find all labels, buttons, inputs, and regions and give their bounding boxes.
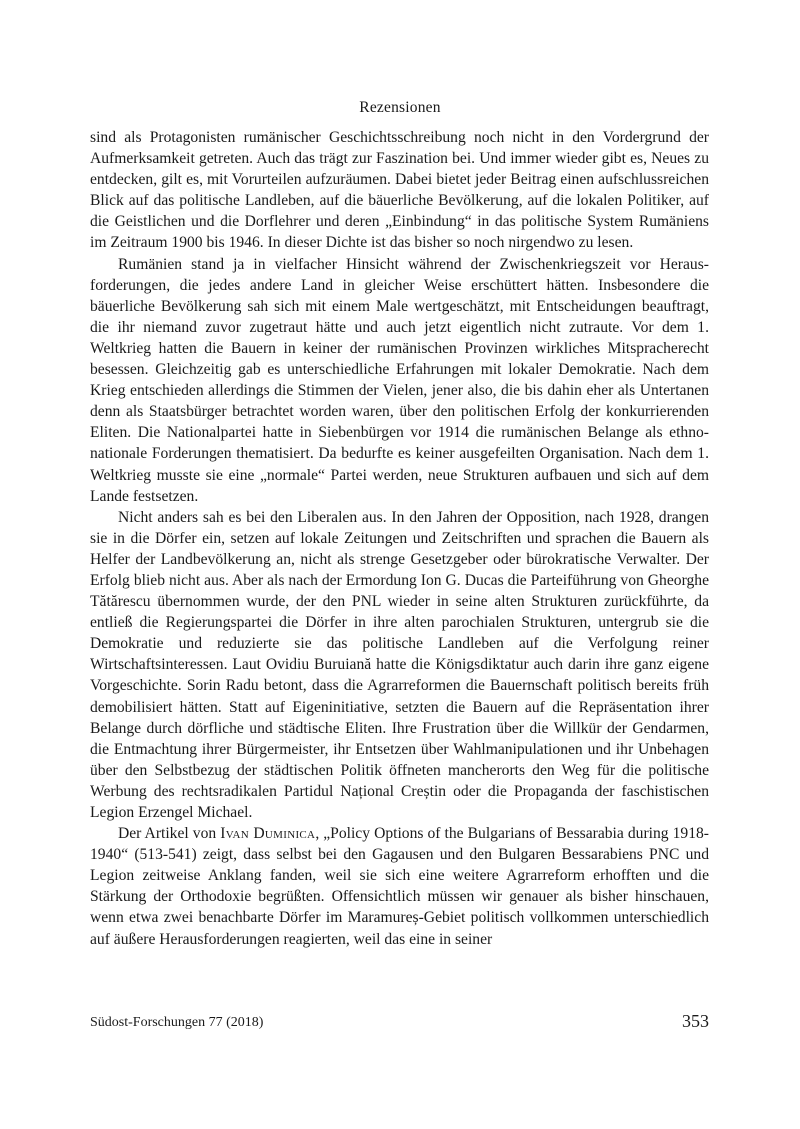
paragraph-2: Rumänien stand ja in vielfacher Hinsicht während der Zwischenkriegszeit vor Herausforderungen, die jedes andere Land in gleicher Weise erschüttert hätten. Insbesondere die bäuerliche Bevölkerung sah sich mit einem Male wertgeschätzt, mit Entscheidungen beauftragt, die ihr niemand zuvor zugetraut hätte und auch jetzt eigentlich nicht zutraute. Vor dem 1. Weltkrieg hatten die Bauern in keiner der rumänischen Provinzen wirkliches Mitspracherecht besessen. Gleichzeitig gab es unterschiedliche Erfahrungen mit lokaler Demokratie. Nach dem Krieg entschieden allerdings die Stimmen der Vielen, jener also, die bis dahin eher als Untertanen denn als Staatsbürger betrachtet worden waren, über den politischen Erfolg der konkurrierenden Eliten. Die Nationalpartei hatte in Siebenbürgen vor 1914 die rumänischen Belange als ethno-nationale Forderungen thematisiert. Da bedurfte es keiner ausgefeilten Organisation. Nach dem 1. Weltkrieg musste sie eine „normale“ Partei werden, neue Strukturen aufbauen und sich auf dem Lande festsetzen. bbox=[90, 255, 709, 505]
running-head: Rezensionen bbox=[359, 99, 441, 116]
paragraph-4-lead: Der Artikel von bbox=[118, 825, 221, 843]
paragraph-4 bbox=[90, 823, 709, 950]
paragraph-1: sind als Protagonisten rumänischer Geschichtsschreibung noch nicht in den Vordergrund der Aufmerksamkeit getreten. Auch das trägt zur Faszination bei. Und immer wieder gibt es, Neues zu entdecken, gilt es, mit Vorurteilen aufzuräumen. Dabei bietet jeder Beitrag einen aufschlussreichen Blick auf das politische Landleben, auf die bäuerliche Bevölkerung, auf die lokalen Politiker, auf die Geistlichen und die Dorflehrer und deren „Einbindung“ in das politische System Rumäniens im Zeitraum 1900 bis 1946. In dieser Dichte ist das bisher so noch nirgendwo zu lesen. bbox=[90, 129, 709, 252]
journal-citation: Südost-Forschungen 77 (2018) bbox=[90, 1015, 264, 1030]
page-number: 353 bbox=[682, 1011, 709, 1031]
article-body bbox=[90, 127, 709, 950]
paragraph-3: Nicht anders sah es bei den Liberalen aus. In den Jahren der Opposition, nach 1928, drangen sie in die Dörfer ein, setzen auf lokale Zeitungen und Zeitschriften und sprachen die Bauern als Helfer der Landbevölkerung an, nicht als strenge Gesetzgeber oder bürokratische Verwalter. Der Erfolg blieb nicht aus. Aber als nach der Ermordung Ion G. Ducas die Parteiführung von Gheorghe Tătărescu übernommen wurde, der den PNL wieder in seine alten Strukturen zurückführte, da entließ die Regierungspartei die Dörfer in ihre alten parochialen Strukturen, untergrub sie die Demokratie und reduzierte sie das politische Landleben auf die Verfolgung reiner Wirtschaftsinteressen. Laut Ovidiu Buruiană hatte die Königsdiktatur auch darin ihre ganz eigene Vorgeschichte. Sorin Radu betont, dass die Agrarreformen die Bauernschaft politisch bereits früh demobilisiert hätten. Statt auf Eigeninitiative, setzten die Bauern auf die Repräsentation ihrer Belange durch dörfliche und städtische Eliten. Ihre Frustration über die Willkür der Gendarmen, die Entmachtung ihrer Bürgermeister, ihr Entsetzen über Wahlmanipulationen und ihr Unbehagen über den Selbstbezug der städtischen Politik öffneten mancherorts den Weg für die politische Werbung des rechtsradikalen Partidul Național Creștin oder die Propaganda der faschistischen Legion Erzengel Michael. bbox=[90, 508, 709, 821]
paragraph-4-rest: , „Policy Options of the Bulgarians of Bessarabia during 1918-1940“ (513-541) zeigt, dass selbst bei den Gagausen und den Bulgaren Bessarabiens PNC und Legion zeitweise Anklang fanden, weil sie sich eine weitere Agrarreform erhofften und die Stärkung der Orthodoxie begrüßten. Offensichtlich müssen wir genauer als bisher hinschauen, wenn etwa zwei benachbarte Dörfer im Maramureș-Gebiet politisch vollkommen unterschiedlich auf äußere Herausforderungen reagierten, weil das eine in seiner bbox=[90, 825, 709, 948]
author-name: Ivan Duminica bbox=[220, 825, 316, 843]
